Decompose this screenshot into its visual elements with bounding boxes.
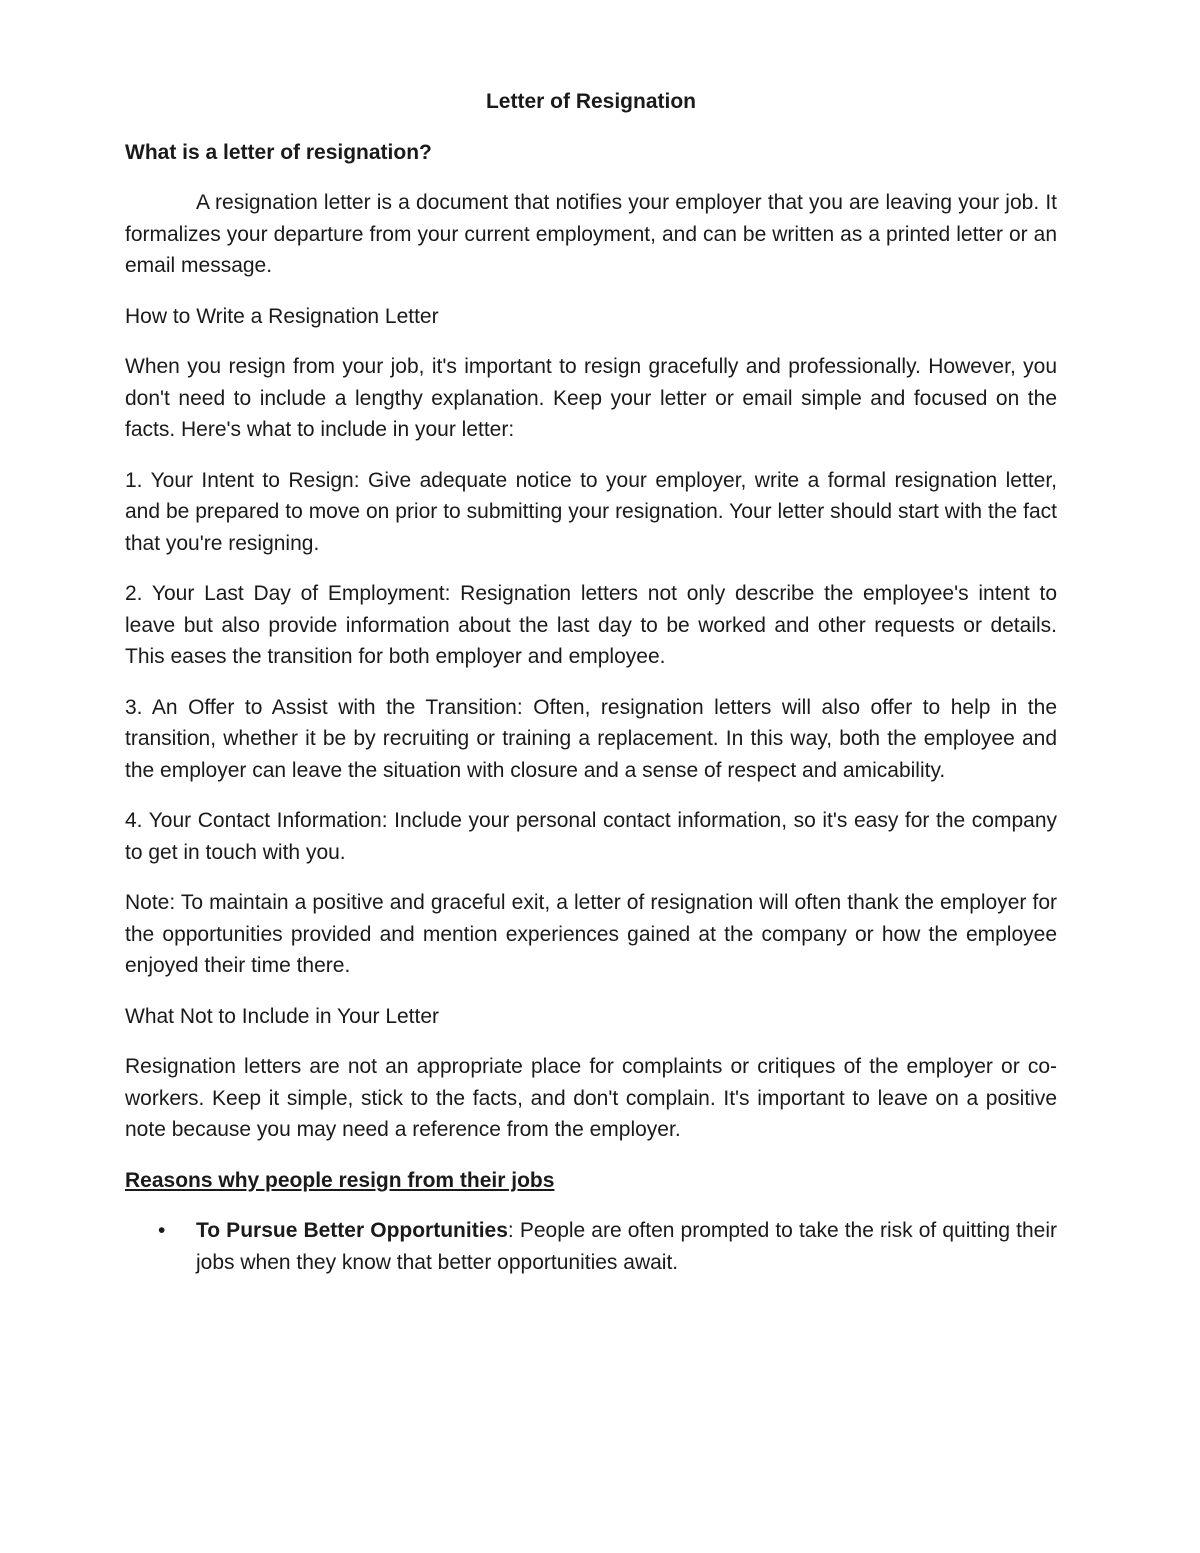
how-to-paragraph: When you resign from your job, it's important to resign gracefully and professionally. However, you don't need to include a lengthy explanation. Keep your letter or email simple and focused on the facts. Here's what to include in your letter:: [125, 355, 1057, 441]
intro-paragraph: A resignation letter is a document that notifies your employer that you are leaving your job. It formalizes your departure from your current employment, and can be written as a printed letter or an email message.: [125, 191, 1057, 277]
reasons-heading: Reasons why people resign from their jobs: [125, 1168, 555, 1192]
reasons-list: [125, 1215, 1057, 1278]
question-heading: What is a letter of resignation?: [125, 140, 432, 164]
list-item: 3. An Offer to Assist with the Transition: Often, resignation letters will also offer to help in the transition, whether it be by recruiting or training a replacement. In this way, both the employee and the employer can leave the situation with closure and a sense of respect and amicability.: [125, 695, 1057, 782]
document-page: [125, 86, 1057, 1278]
list-item: 1. Your Intent to Resign: Give adequate notice to your employer, write a formal resignation letter, and be prepared to move on prior to submitting your resignation. Your letter should start with the fact that you're resigning.: [125, 468, 1057, 555]
list-item: 4. Your Contact Information: Include your personal contact information, so it's easy for the company to get in touch with you.: [125, 809, 1057, 864]
reason-term: To Pursue Better Opportunities: [196, 1219, 508, 1242]
reason-text: : People are often prompted to take the risk of quitting their jobs when they know that better opportunities await.: [196, 1219, 1057, 1274]
bullet-icon: •: [158, 1219, 166, 1242]
not-include-paragraph: Resignation letters are not an appropriate place for complaints or critiques of the employer or co-workers. Keep it simple, stick to the facts, and don't complain. It's important to leave on a positive note because you may need a reference from the employer.: [125, 1055, 1057, 1141]
not-include-heading: What Not to Include in Your Letter: [125, 1004, 440, 1028]
document-title: Letter of Resignation: [485, 90, 696, 113]
list-item: 2. Your Last Day of Employment: Resignation letters not only describe the employee's intent to leave but also provide information about the last day to be worked and other requests or details. This eases the transition for both employer and employee.: [125, 582, 1057, 668]
note-paragraph: Note: To maintain a positive and graceful exit, a letter of resignation will often thank the employer for the opportunities provided and mention experiences gained at the company or how the employee enjoyed their time there.: [125, 891, 1057, 977]
how-to-heading: How to Write a Resignation Letter: [125, 304, 439, 328]
reason-item: [158, 1215, 1057, 1278]
